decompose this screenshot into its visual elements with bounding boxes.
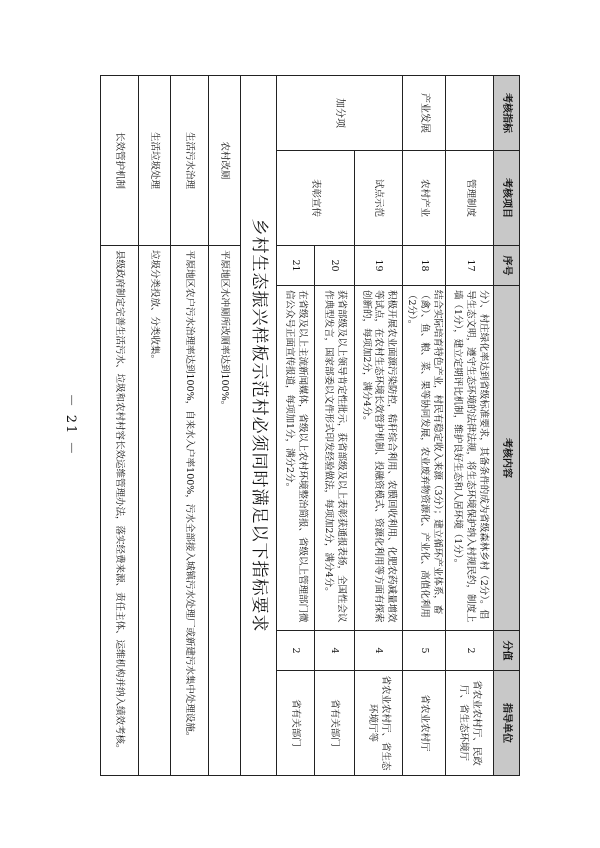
no-cell: 21: [276, 246, 314, 286]
score-cell: 4: [314, 631, 354, 671]
header-no: 序号: [494, 246, 520, 286]
no-cell: 19: [354, 246, 402, 286]
no-cell: 17: [446, 246, 494, 286]
unit-cell: 省农业农村厅、省生态环境厅等: [354, 671, 402, 776]
item-cell: 表彰宣传: [276, 151, 354, 246]
requirement-item: 生活垃圾处理: [138, 76, 170, 246]
header-unit: 指导单位: [494, 671, 520, 776]
indicator-cell: 产业发展: [402, 76, 445, 151]
requirement-item: 生活污水治理: [170, 76, 208, 246]
unit-cell: 省农业农村厅、民政厅、省生态环境厅: [446, 671, 494, 776]
table-row: [446, 76, 494, 776]
score-cell: 2: [446, 631, 494, 671]
requirement-content: 平原地区水冲厕所改厕率达到100%。: [208, 246, 240, 776]
requirement-row: [208, 76, 240, 776]
requirement-row: [170, 76, 208, 776]
score-cell: 4: [354, 631, 402, 671]
content-cell: 获省部级及以上领导肯定性批示，获省部级及以上表彰获通报表扬，全国性会议作典型发言，国家部委以文件形式印发经验做法，每项加2分，满分4分。: [314, 286, 354, 631]
unit-cell: 省有关部门: [276, 671, 314, 776]
header-score: 分值: [494, 631, 520, 671]
requirement-item: 农村改厕: [208, 76, 240, 246]
requirement-row: [138, 76, 170, 776]
content-cell: 积极开展农业面源污染防控，秸秆综合利用、农膜回收利用、化肥农药减量增效等试点，在农村生态环境长效管护机制、投融资模式、资源化利用等方面有探索创新的，每项加2分，满分4分。: [354, 286, 402, 631]
header-indicator: 考核指标: [494, 76, 520, 151]
requirement-row: [100, 76, 138, 776]
indicator-cell-blank: [446, 76, 494, 151]
table-row: [354, 76, 402, 776]
page-number: － 21 －: [63, 393, 78, 457]
unit-cell: 省有关部门: [314, 671, 354, 776]
rotated-page: [60, 75, 520, 775]
table-header-row: [494, 76, 520, 776]
indicator-cell: 加分项: [276, 76, 402, 151]
subheading-row: [240, 76, 276, 776]
score-cell: 2: [276, 631, 314, 671]
item-cell: 农村产业: [402, 151, 445, 246]
table-row: [402, 76, 445, 776]
header-content: 考核内容: [494, 286, 520, 631]
content-cell: 在省级及以上主流新闻媒体，省级以上农村环境整治简报、省级以上管理部门微信公众号正面宣传报道，每项加1分，满分2分。: [276, 286, 314, 631]
score-cell: 5: [402, 631, 445, 671]
item-cell: 试点示范: [354, 151, 402, 246]
requirement-content: 平原地区农户污水治理率达到100%，自来水入户率100%，污水全部接入城镇污水处理厂或新建污水集中处理设施。: [170, 246, 208, 776]
assessment-table: [100, 75, 520, 776]
requirement-content: 县级政府制定完善生活污水、垃圾和农村村容长效运维管理办法，落实经费来源、责任主体、运维机构并纳入绩效考核。: [100, 246, 138, 776]
no-cell: 20: [314, 246, 354, 286]
requirement-item: 长效管护机制: [100, 76, 138, 246]
item-cell: 管理制度: [446, 151, 494, 246]
unit-cell: 省农业农村厅: [402, 671, 445, 776]
content-cell: 分）、村庄绿化率达到省级标准要求，其备条件的成为省级森林乡村（2分）。倡导生态文明，遵守生态环境的法律法规，将生态环境保护纳入村规民约，制度上墙（1分），建立定期评比机制，维护良好生态和人居环境（1分）。: [446, 286, 494, 631]
requirement-content: 垃圾分类投放、分类收集。: [138, 246, 170, 776]
no-cell: 18: [402, 246, 445, 286]
header-item: 考核项目: [494, 151, 520, 246]
content-cell: 结合实际培育特色产业，村民有稳定收入来源（3分）；建立循环产业体系，畜（禽）、鱼、粮、菜、果等协同发展，农业废弃物资源化、产业化、高值化利用（2分）。: [402, 286, 445, 631]
table-row: [314, 76, 354, 776]
subheading: 乡村生态振兴样板示范村必须同时满足以下指标要求: [240, 76, 276, 776]
